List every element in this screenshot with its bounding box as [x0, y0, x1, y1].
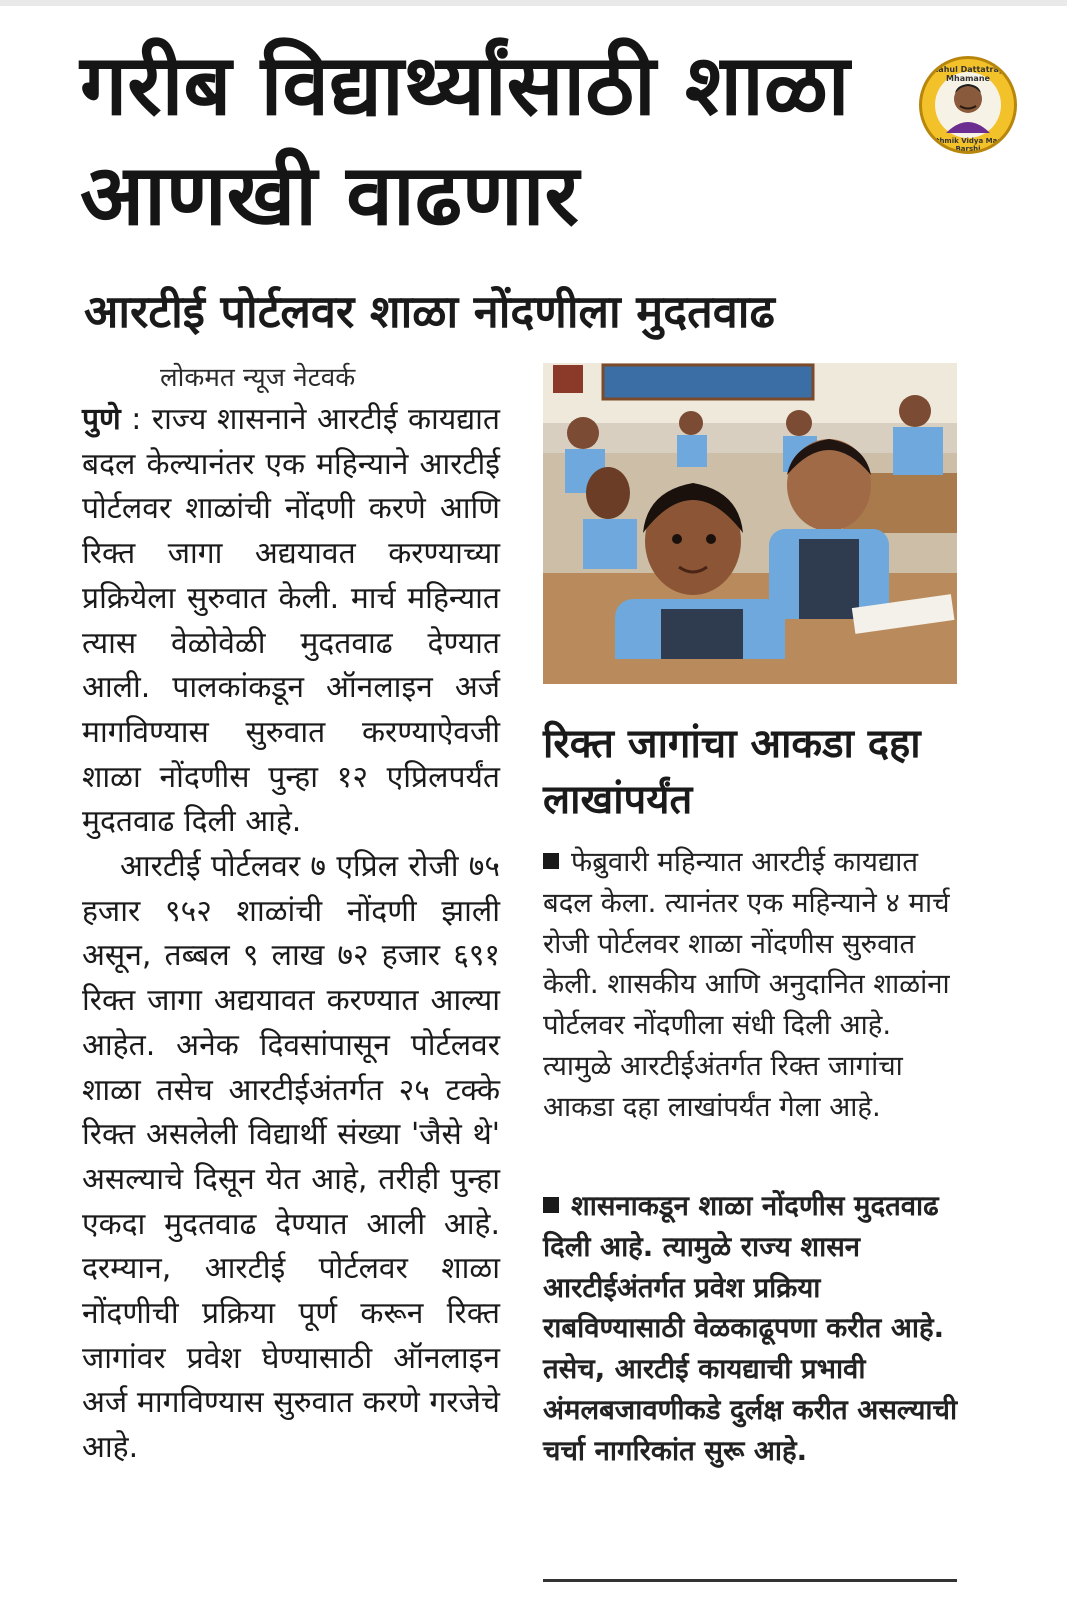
paragraph-1-text: : राज्य शासनाने आरटीई कायद्यात बदल केल्यानंतर एक महिन्याने आरटीई पोर्टलवर शाळांची नोंदणी करणे आणि रिक्त जागा अद्ययावत करण्याच्या प्रक्रियेला सुरुवात केली. मार्च महिन्यात त्यास वेळोवेळी मुदतवाढ देण्यात आली. पालकांकडून ऑनलाइन अर्ज मागविण्यास सुरुवात करण्याऐवजी शाळा नोंदणीस पुन्हा १२ एप्रिलपर्यंत मुदतवाढ दिली आहे.: [82, 402, 500, 840]
subheadline: आरटीई पोर्टलवर शाळा नोंदणीला मुदतवाढ: [84, 285, 775, 338]
bullet-square-icon: [543, 853, 559, 869]
top-border: [0, 0, 1067, 6]
bullet-square-icon: [543, 1197, 559, 1213]
sidebar-bullet-1: [543, 842, 961, 1128]
byline: लोकमत न्यूज नेटवर्क: [160, 363, 356, 393]
watermark-badge: [919, 56, 1017, 154]
bottom-divider: [543, 1579, 957, 1582]
classroom-photo: [543, 363, 957, 684]
sidebar-box-title: रिक्त जागांचा आकडा दहा लाखांपर्यंत: [543, 721, 921, 823]
article-paragraph-1: [82, 398, 500, 845]
bullet-2-text: शासनाकडून शाळा नोंदणीस मुदतवाढ दिली आहे. त्यामुळे राज्य शासन आरटीईअंतर्गत प्रवेश प्रक्रिया राबविण्यासाठी वेळकाढूपणा करीत आहे. तसेच, आरटीई कायद्याची प्रभावी अंमलबजावणीकडे दुर्लक्ष करीत असल्याची चर्चा नागरिकांत सुरू आहे.: [543, 1190, 958, 1467]
bullet-1-text: फेब्रुवारी महिन्यात आरटीई कायद्यात बदल केला. त्यानंतर एक महिन्याने ४ मार्च रोजी पोर्टलवर शाळा नोंदणीस सुरुवात केली. शासकीय आणि अनुदानित शाळांना पोर्टलवर नोंदणीला संधी दिली आहे. त्यामुळे आरटीईअंतर्गत रिक्त जागांचा आकडा दहा लाखांपर्यंत गेला आहे.: [543, 846, 950, 1123]
headline: गरीब विद्यार्थ्यांसाठी शाळा आणखी वाढणार: [80, 36, 850, 244]
students-illustration: [543, 363, 957, 684]
badge-school: Prathmik Vidya Mandir Barshi: [922, 137, 1014, 153]
dateline: पुणे: [82, 402, 121, 437]
badge-name: Rahul Dattatray Mhamane: [932, 65, 1004, 83]
sidebar-bullet-2: [543, 1186, 961, 1472]
main-article: [82, 358, 500, 1471]
article-paragraph-2: आरटीई पोर्टलवर ७ एप्रिल रोजी ७५ हजार ९५२ शाळांची नोंदणी झाली असून, तब्बल ९ लाख ७२ हजार ६९१ रिक्त जागा अद्ययावत करण्यात आल्या आहेत. अनेक दिवसांपासून पोर्टलवर शाळा तसेच आरटीईअंतर्गत २५ टक्के रिक्त असलेली विद्यार्थी संख्या 'जैसे थे' असल्याचे दिसून येत आहे, तरीही पुन्हा एकदा मुदतवाढ देण्यात आली आहे. दरम्यान, आरटीई पोर्टलवर शाळा नोंदणीची प्रक्रिया पूर्ण करून रिक्त जागांवर प्रवेश घेण्यासाठी ऑनलाइन अर्ज मागविण्यास सुरुवात करणे गरजेचे आहे.: [82, 849, 500, 1466]
